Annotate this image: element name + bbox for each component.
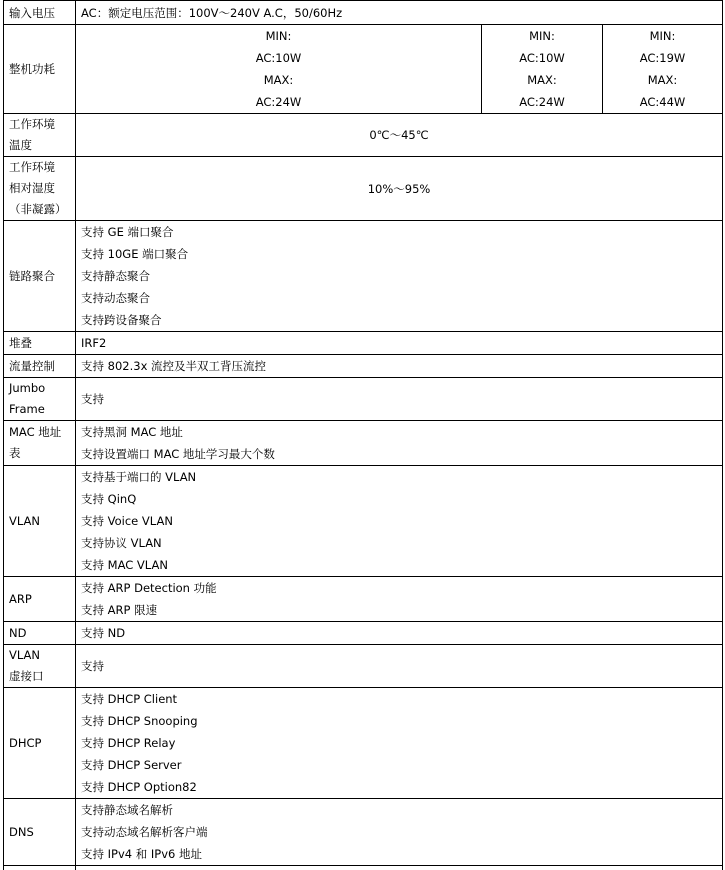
row-value-line: 支持跨设备聚合	[81, 309, 717, 331]
row-label-line: （非凝露）	[9, 199, 70, 220]
row-label-line: 整机功耗	[9, 58, 70, 80]
row-value-line: 支持 DHCP Snooping	[81, 710, 717, 732]
row-label	[4, 1, 76, 25]
row-value-line: 支持 QinQ	[81, 488, 717, 510]
row-value-line: 支持 Voice VLAN	[81, 510, 717, 532]
row-value-line: 支持 10GE 端口聚合	[81, 243, 717, 265]
spec-row-continued	[4, 866, 723, 870]
row-label	[4, 332, 76, 355]
row-value-line: AC：额定电压范围：100V～240V A.C，50/60Hz	[81, 2, 717, 24]
spec-table	[3, 0, 723, 870]
power-value-line: AC:10W	[487, 47, 597, 69]
row-value-line: 支持 DHCP Server	[81, 754, 717, 776]
row-label	[4, 157, 76, 221]
row-label	[4, 221, 76, 332]
row-value	[76, 421, 723, 466]
spec-table-body	[4, 1, 723, 870]
spec-row-vlan-interface	[4, 645, 723, 688]
row-value	[76, 1, 723, 25]
power-value-line: AC:19W	[608, 47, 717, 69]
power-value-line: MAX:	[608, 69, 717, 91]
row-label-line: ND	[9, 622, 70, 644]
row-value-line: 支持 DHCP Option82	[81, 776, 717, 798]
row-value-line: 支持	[81, 655, 717, 677]
row-label-line: 链路聚合	[9, 265, 70, 287]
row-label	[4, 466, 76, 577]
spec-row-link-aggregation	[4, 221, 723, 332]
spec-row-jumbo-frame	[4, 378, 723, 421]
row-label	[4, 866, 76, 870]
power-value-line: MIN:	[608, 25, 717, 47]
row-value-line: 支持静态聚合	[81, 265, 717, 287]
power-column-3	[603, 25, 723, 114]
spec-row-power	[4, 25, 723, 114]
spec-row-vlan	[4, 466, 723, 577]
row-value-line: 支持基于端口的 VLAN	[81, 466, 717, 488]
row-label	[4, 114, 76, 157]
row-label	[4, 378, 76, 421]
row-label-line: 工作环境	[9, 114, 70, 135]
row-value	[76, 866, 723, 870]
row-value	[76, 355, 723, 378]
row-value-line: 0℃～45℃	[81, 124, 717, 146]
row-label-line: Jumbo	[9, 378, 70, 399]
row-label-line: 相对湿度	[9, 178, 70, 199]
row-label-line: 堆叠	[9, 332, 70, 354]
power-value-line: MIN:	[487, 25, 597, 47]
spec-row-stacking	[4, 332, 723, 355]
spec-row-op-temp	[4, 114, 723, 157]
row-label-line: MAC 地址	[9, 422, 70, 443]
spec-row-input-voltage	[4, 1, 723, 25]
row-value-line: 10%～95%	[81, 178, 717, 200]
spec-row-op-humidity	[4, 157, 723, 221]
row-label	[4, 799, 76, 866]
row-label	[4, 421, 76, 466]
row-label	[4, 577, 76, 622]
spec-row-dns	[4, 799, 723, 866]
row-value-line: 支持 DHCP Client	[81, 688, 717, 710]
spec-row-dhcp	[4, 688, 723, 799]
row-value	[76, 332, 723, 355]
row-label	[4, 688, 76, 799]
row-value	[76, 688, 723, 799]
power-value-line: AC:24W	[81, 91, 476, 113]
row-value-line: 支持黑洞 MAC 地址	[81, 421, 717, 443]
power-value-line: MIN:	[81, 25, 476, 47]
spec-row-nd	[4, 622, 723, 645]
row-value-line: 支持 ND	[81, 622, 717, 644]
row-label-line: VLAN	[9, 645, 70, 666]
row-label-line: DHCP	[9, 732, 70, 754]
power-column-2	[482, 25, 603, 114]
row-value	[76, 799, 723, 866]
row-value-line: 支持 ARP Detection 功能	[81, 577, 717, 599]
row-value-line: 支持动态域名解析客户端	[81, 821, 717, 843]
row-value	[76, 157, 723, 221]
row-value	[76, 466, 723, 577]
row-label	[4, 355, 76, 378]
power-value-line: MAX:	[487, 69, 597, 91]
row-value-line: 支持 IPv4 和 IPv6 地址	[81, 843, 717, 865]
row-value	[76, 577, 723, 622]
power-value-line: AC:24W	[487, 91, 597, 113]
row-label	[4, 622, 76, 645]
row-value-line: 支持 ARP 限速	[81, 599, 717, 621]
row-value-line: 支持 DHCP Relay	[81, 732, 717, 754]
row-value-line: 支持设置端口 MAC 地址学习最大个数	[81, 443, 717, 465]
row-value	[76, 221, 723, 332]
row-value	[76, 645, 723, 688]
row-value-line: 支持协议 VLAN	[81, 532, 717, 554]
row-value	[76, 378, 723, 421]
row-label-line: 流量控制	[9, 355, 70, 377]
spec-row-mac-table	[4, 421, 723, 466]
row-label-line: 工作环境	[9, 157, 70, 178]
row-value-line: 支持	[81, 388, 717, 410]
row-label-line: Frame	[9, 399, 70, 420]
row-label-line: VLAN	[9, 510, 70, 532]
row-value-line: IRF2	[81, 332, 717, 354]
row-value-line: 支持 GE 端口聚合	[81, 221, 717, 243]
row-label-line: ARP	[9, 588, 70, 610]
spec-row-arp	[4, 577, 723, 622]
row-value-line: 支持 802.3x 流控及半双工背压流控	[81, 355, 717, 377]
row-value-line: 支持静态域名解析	[81, 799, 717, 821]
row-value-line: 支持动态聚合	[81, 287, 717, 309]
row-value	[76, 622, 723, 645]
row-label-line: 表	[9, 443, 70, 464]
row-label-line: 温度	[9, 135, 70, 156]
row-label	[4, 25, 76, 114]
row-label-line: 输入电压	[9, 2, 70, 24]
row-value	[76, 114, 723, 157]
power-column-1	[76, 25, 482, 114]
row-label-line: 虚接口	[9, 666, 70, 687]
power-value-line: MAX:	[81, 69, 476, 91]
power-value-line: AC:44W	[608, 91, 717, 113]
row-value-line: 支持 MAC VLAN	[81, 554, 717, 576]
power-value-line: AC:10W	[81, 47, 476, 69]
row-label-line: DNS	[9, 821, 70, 843]
spec-row-flow-control	[4, 355, 723, 378]
row-label	[4, 645, 76, 688]
